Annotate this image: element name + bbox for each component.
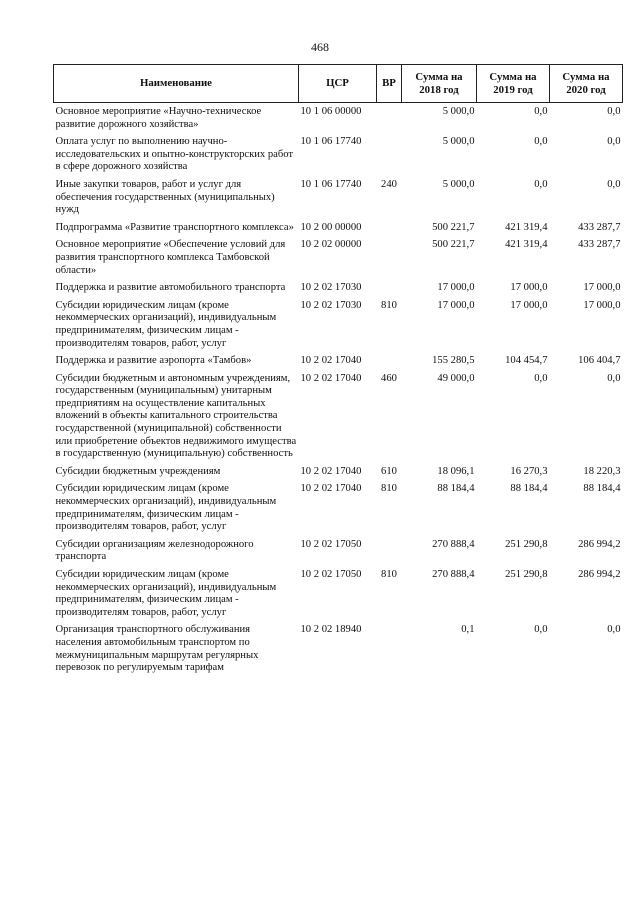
row-vr bbox=[377, 621, 402, 676]
table-row bbox=[54, 297, 623, 352]
row-sum-2018: 270 888,4 bbox=[432, 538, 475, 550]
row-csr: 10 2 02 17050 bbox=[300, 538, 362, 550]
row-sum-2018: 5 000,0 bbox=[442, 178, 475, 190]
table-row bbox=[54, 352, 623, 370]
row-vr bbox=[377, 352, 402, 370]
row-sum-2020: 17 000,0 bbox=[583, 282, 621, 294]
row-csr: 10 1 06 17740 bbox=[300, 178, 362, 190]
row-name: Субсидии юридическим лицам (кроме некоммерческих организаций), индивидуальным предпринимателям, физическим лицам - производителям товаров, работ, услуг bbox=[55, 483, 277, 533]
row-sum-2019: 17 000,0 bbox=[510, 299, 548, 311]
header-vr: ВР bbox=[377, 65, 402, 103]
row-vr: 240 bbox=[381, 178, 397, 190]
row-vr: 610 bbox=[381, 465, 397, 477]
table-row bbox=[54, 279, 623, 297]
header-sum-2019: Сумма на 2019 год bbox=[477, 65, 550, 103]
row-csr: 10 2 02 17040 bbox=[300, 465, 362, 477]
row-sum-2020: 0,0 bbox=[607, 106, 621, 117]
row-csr: 10 2 02 00000 bbox=[300, 239, 362, 251]
row-sum-2019: 0,0 bbox=[534, 178, 548, 190]
row-sum-2020: 88 184,4 bbox=[583, 483, 621, 495]
row-sum-2020: 17 000,0 bbox=[583, 299, 621, 311]
row-vr bbox=[377, 219, 402, 237]
row-sum-2019: 421 319,4 bbox=[505, 239, 548, 251]
row-sum-2020: 286 994,2 bbox=[578, 569, 621, 580]
table-row bbox=[54, 370, 623, 463]
row-sum-2018: 270 888,4 bbox=[432, 569, 475, 580]
table-row bbox=[54, 463, 623, 481]
table-row bbox=[54, 621, 623, 676]
row-csr: 10 1 06 17740 bbox=[300, 136, 362, 148]
table-row bbox=[54, 536, 623, 566]
row-sum-2018: 0,1 bbox=[461, 624, 475, 636]
row-sum-2019: 17 000,0 bbox=[510, 282, 548, 294]
row-sum-2018: 155 280,5 bbox=[432, 355, 475, 367]
row-csr: 10 2 02 17040 bbox=[300, 355, 362, 367]
table-row bbox=[54, 219, 623, 237]
row-sum-2019: 0,0 bbox=[534, 372, 548, 384]
table-header bbox=[54, 65, 623, 103]
row-sum-2018: 5 000,0 bbox=[442, 106, 475, 117]
row-sum-2018: 500 221,7 bbox=[432, 221, 475, 233]
row-vr: 810 bbox=[381, 569, 397, 580]
table-row bbox=[54, 176, 623, 219]
row-sum-2020: 433 287,7 bbox=[578, 221, 621, 233]
row-name: Субсидии бюджетным и автономным учреждениям, государственным (муниципальным) унитарным предприятиям на осуществление капитальных вложений в объекты капитального строительства государственной (муниципальной) собственности или приобретение объектов недвижимого имущества в государственную (муниципальную) собственность bbox=[55, 372, 297, 460]
row-name: Субсидии юридическим лицам (кроме некоммерческих организаций), индивидуальным предпринимателям, физическим лицам - производителям товаров, работ, услуг bbox=[55, 299, 277, 349]
row-name: Основное мероприятие «Научно-техническое развитие дорожного хозяйства» bbox=[55, 106, 262, 130]
table-row bbox=[54, 236, 623, 279]
page-number: 468 bbox=[311, 40, 329, 54]
row-sum-2020: 0,0 bbox=[607, 136, 621, 148]
row-sum-2019: 104 454,7 bbox=[505, 355, 548, 367]
row-name: Поддержка и развитие автомобильного транспорта bbox=[55, 282, 286, 294]
row-csr: 10 2 00 00000 bbox=[300, 221, 362, 233]
row-sum-2018: 5 000,0 bbox=[442, 136, 475, 148]
table-row bbox=[54, 566, 623, 621]
row-sum-2020: 286 994,2 bbox=[578, 538, 621, 550]
row-sum-2020: 0,0 bbox=[607, 372, 621, 384]
header-sum-2020: Сумма на 2020 год bbox=[550, 65, 623, 103]
row-sum-2020: 433 287,7 bbox=[578, 239, 621, 251]
table-row bbox=[54, 480, 623, 535]
table-row bbox=[54, 133, 623, 176]
row-vr bbox=[377, 536, 402, 566]
row-name: Организация транспортного обслуживания населения автомобильным транспортом по межмуниципальным маршрутам регулярных перевозок по регулируемым тарифам bbox=[55, 624, 259, 674]
row-vr: 810 bbox=[381, 299, 397, 311]
row-name: Подпрограмма «Развитие транспортного комплекса» bbox=[55, 221, 294, 233]
row-sum-2019: 0,0 bbox=[534, 136, 548, 148]
row-sum-2019: 88 184,4 bbox=[510, 483, 548, 495]
row-sum-2019: 251 290,8 bbox=[505, 538, 548, 550]
row-sum-2018: 500 221,7 bbox=[432, 239, 475, 251]
row-vr: 460 bbox=[381, 372, 397, 384]
row-sum-2020: 0,0 bbox=[607, 624, 621, 636]
row-csr: 10 2 02 18940 bbox=[300, 624, 362, 636]
row-name: Основное мероприятие «Обеспечение условий для развития транспортного комплекса Тамбовской области» bbox=[55, 239, 286, 276]
row-sum-2019: 0,0 bbox=[534, 106, 548, 117]
row-csr: 10 2 02 17040 bbox=[300, 483, 362, 495]
row-csr: 10 1 06 00000 bbox=[300, 106, 362, 117]
table-row bbox=[54, 103, 623, 134]
header-csr: ЦСР bbox=[299, 65, 377, 103]
row-name: Субсидии юридическим лицам (кроме некоммерческих организаций), индивидуальным предпринимателям, физическим лицам - производителям товаров, работ, услуг bbox=[55, 569, 277, 618]
row-sum-2020: 106 404,7 bbox=[578, 355, 621, 367]
header-name: Наименование bbox=[54, 65, 299, 103]
row-csr: 10 2 02 17030 bbox=[300, 299, 362, 311]
row-vr bbox=[377, 133, 402, 176]
row-sum-2018: 17 000,0 bbox=[437, 282, 475, 294]
row-name: Оплата услуг по выполнению научно-исследовательских и опытно-конструкторских работ в сфере дорожного хозяйства bbox=[55, 136, 294, 173]
row-vr bbox=[377, 103, 402, 134]
row-vr bbox=[377, 236, 402, 279]
row-sum-2019: 421 319,4 bbox=[505, 221, 548, 233]
row-sum-2018: 17 000,0 bbox=[437, 299, 475, 311]
row-name: Иные закупки товаров, работ и услуг для обеспечения государственных (муниципальных) нужд bbox=[55, 178, 275, 216]
row-sum-2018: 18 096,1 bbox=[437, 465, 475, 477]
header-sum-2018: Сумма на 2018 год bbox=[402, 65, 477, 103]
row-sum-2020: 0,0 bbox=[607, 178, 621, 190]
budget-table bbox=[53, 64, 623, 677]
row-sum-2019: 251 290,8 bbox=[505, 569, 548, 580]
row-sum-2020: 18 220,3 bbox=[583, 465, 621, 477]
row-sum-2018: 88 184,4 bbox=[437, 483, 475, 495]
row-sum-2018: 49 000,0 bbox=[437, 372, 475, 384]
row-sum-2019: 16 270,3 bbox=[510, 465, 548, 477]
row-name: Поддержка и развитие аэропорта «Тамбов» bbox=[55, 355, 252, 367]
row-csr: 10 2 02 17030 bbox=[300, 282, 362, 294]
row-name: Субсидии организациям железнодорожного транспорта bbox=[55, 538, 254, 563]
table-body bbox=[54, 103, 623, 677]
row-csr: 10 2 02 17040 bbox=[300, 372, 362, 384]
row-sum-2019: 0,0 bbox=[534, 624, 548, 636]
row-name: Субсидии бюджетным учреждениям bbox=[55, 465, 221, 477]
row-csr: 10 2 02 17050 bbox=[300, 569, 362, 580]
row-vr: 810 bbox=[381, 483, 397, 495]
row-vr bbox=[377, 279, 402, 297]
